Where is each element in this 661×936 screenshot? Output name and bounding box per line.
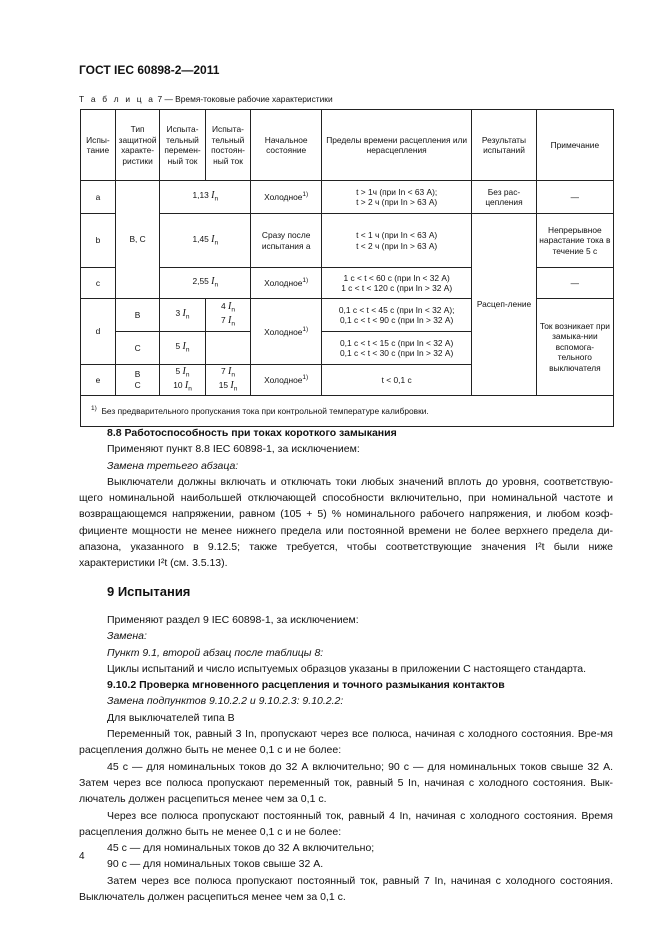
cell-state: Холодное$^{1)}$ [251,299,322,365]
paragraph: Циклы испытаний и число испытуемых образцов указаны в приложении С настоящего стандарта. [107,662,587,675]
cell-limits: 1 с < t < 60 с (при In < 32 А) 1 с < t < 120 с (при In > 32 А) [322,268,472,299]
cell-current: 2,55 $I_n$ [160,268,251,299]
paragraph: Пункт 9.1, второй абзац после таблицы 8: [107,646,324,659]
cell-type: B C [115,365,159,396]
table-row [81,181,614,214]
paragraph: Через все полюса пропускают постоянный ток, равный 4 In, начиная с холодного состояния. Время расцепления должно быть не менее 0,1 с и не более: [79,809,613,838]
header-dc-current: Испыта-тельный постоян-ный ток [205,110,250,181]
cell-dc-current: 7 $I_n$ 15 $I_n$ [205,365,250,396]
cell-type: B [115,299,159,332]
paragraph: Замена: [107,630,147,643]
table-footnote-row [81,395,614,426]
cell-state: Холодное$^{1)}$ [251,365,322,396]
cell-state: Холодное$^{1)}$ [251,268,322,299]
cell-state: Холодное$^{1)}$ [251,181,322,214]
cell-ac-current: 5 $I_n$ [160,332,205,365]
cell-limits: 0,1 с < t < 45 с (при In < 32 А); 0,1 с < t < 90 с (при In > 32 А) [322,299,472,332]
cell-note: — [536,181,613,214]
header-type: Тип защитной характе-ристики [115,110,159,181]
cell-type: C [115,332,159,365]
cell-note: Ток возникает при замыка-нии вспомога-тельного выключателя [536,299,613,396]
cell-test: d [81,299,116,365]
paragraph: Выключатели должны включать и отключать токи любых значений вплоть до уровня, соответствую-щего номинальной наибольшей отключающей способности включительно, при номинальной частоте и возвращающемся напряжении, равном (105 + 5) % номинального рабочего напряжения, и любом коэф-фициенте мощности не менее нижнего предела или постоянной времени не более верхнего предела ди-апазона, указанного в 9.12.5; также требуется, чтобы соответствующие значения I²t были ниже характеристики I²t (см. 3.5.13). [79,475,613,570]
cell-note: Непрерывное нарастание тока в течение 5 с [536,214,613,268]
cell-dc-current: 4 $I_n$ 7 $I_n$ [205,299,250,332]
table-caption-label: Т а б л и ц а [79,94,156,104]
cell-result-shared: Расцеп-ление [472,214,537,396]
cell-result: Без рас-цепления [472,181,537,214]
table-header-row [81,110,614,181]
header-initial-state: Начальное состояние [251,110,322,181]
paragraph: 90 с — для номинальных токов свыше 32 А. [107,858,324,871]
paragraph: Применяют раздел 9 IEC 60898-1, за исключением: [107,613,359,626]
paragraph: 45 с — для номинальных токов до 32 А включительно; [107,842,375,855]
section-heading: 9.10.2 Проверка мгновенного расцепления и точного размыкания контактов [107,679,505,692]
cell-test: e [81,365,116,396]
cell-limits: t < 0,1 с [322,365,472,396]
paragraph: Переменный ток, равный 3 In, пропускают через все полюса, начиная с холодного состояния. Вре-мя расцепления должно быть не менее 0,1 с и не более: [79,728,613,757]
cell-test: c [81,268,116,299]
cell-limits: 0,1 с < t < 15 с (при In < 32 А) 0,1 с < t < 30 с (при In > 32 А) [322,332,472,365]
document-body [79,425,613,905]
cell-limits: t < 1 ч (при In < 63 А) t < 2 ч (при In > 63 А) [322,214,472,268]
table-row [81,214,614,268]
cell-test: a [81,181,116,214]
paragraph: Применяют пункт 8.8 IEC 60898-1, за исключением: [107,443,360,456]
paragraph: Для выключателей типа B [107,711,235,724]
cell-dc-current [205,332,250,365]
cell-ac-current: 3 $I_n$ [160,299,205,332]
time-current-table [80,109,614,427]
cell-current: 1,13 $I_n$ [160,181,251,214]
header-time-limits: Пределы времени расцепления или нерасцепления [322,110,472,181]
cell-ac-current: 5 $I_n$ 10 $I_n$ [160,365,205,396]
paragraph: Замена подпунктов 9.10.2.2 и 9.10.2.3: 9.10.2.2: [107,695,344,708]
cell-current: 1,45 $I_n$ [160,214,251,268]
table-footnote: $^{1)}$ Без предварительного пропускания тока при контрольной температуре калибровки. [81,395,614,426]
paragraph: Затем через все полюса пропускают постоянный ток, равный 7 In, начиная с холодного состояния. Выключатель должен расцепиться менее чем за 0,1 с. [79,874,613,904]
header-note: Примечание [536,110,613,181]
cell-state: Сразу после испытания a [251,214,322,268]
header-results: Результаты испытаний [472,110,537,181]
paragraph: 45 с — для номинальных токов до 32 А включительно; 90 с — для номинальных токов свыше 32 А. Затем через все полюса пропускают переменный ток, равный 5 In, начиная с холодного состояния. Вык-лючатель должен расцепиться менее чем за 0,1 с. [79,760,613,806]
header-test: Испы-тание [81,110,116,181]
page-number: 4 [79,851,85,862]
cell-limits: t > 1ч (при In < 63 А); t > 2 ч (при In > 63 А) [322,181,472,214]
cell-test: b [81,214,116,268]
table-caption-text: 7 — Время-токовые рабочие характеристики [157,94,333,104]
paragraph: Замена третьего абзаца: [107,459,239,472]
table-caption [79,94,333,104]
section-heading: 9 Испытания [107,583,191,599]
section-heading: 8.8 Работоспособность при токах короткого замыкания [107,427,397,439]
document-header: ГОСТ IEC 60898-2—2011 [79,63,220,77]
header-ac-current: Испыта-тельный перемен-ный ток [160,110,205,181]
cell-type-shared: B, C [115,181,159,299]
cell-note: — [536,268,613,299]
